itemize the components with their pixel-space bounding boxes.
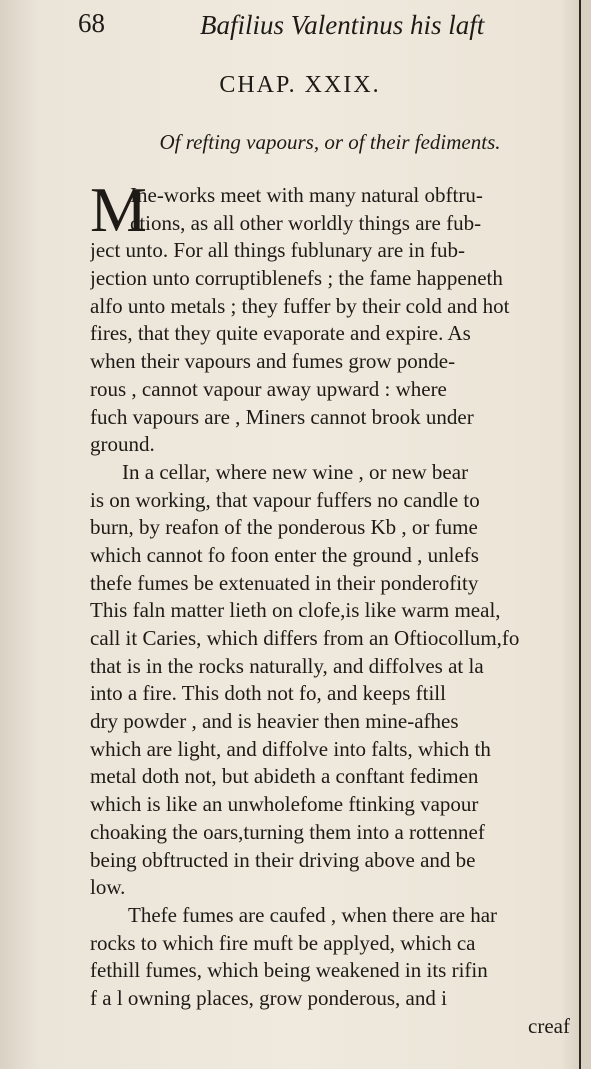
text-line: when their vapours and fumes grow ponde- (90, 349, 456, 374)
binding-edge (581, 0, 591, 1069)
text-line: dry powder , and is heavier then mine-afhes (90, 709, 459, 734)
text-line: fires, that they quite evaporate and expire. As (90, 321, 471, 346)
text-line: ground. (90, 432, 155, 457)
text-line: which are light, and diffolve into falts, which th (90, 736, 491, 761)
text-line: metal doth not, but abideth a conftant fedimen (90, 764, 479, 789)
text-line: which is like an unwholefome ftinking vapour (90, 792, 479, 817)
chapter-subtitle: Of refting vapours, or of their fediments. (159, 130, 501, 154)
text-line: choaking the oars,turning them into a rottennef (90, 819, 485, 844)
text-line: Ine-works meet with many natural obftru- (130, 183, 483, 207)
text-line: fethill fumes, which being weakened in its rifin (90, 958, 488, 983)
text-line: rous , cannot vapour away upward : where (90, 376, 447, 401)
text-line: into a fire. This doth not fo, and keeps ftill (90, 681, 446, 706)
text-line: thefe fumes be extenuated in their ponderofity (90, 570, 479, 595)
text-line: In a cellar, where new wine , or new bear (122, 459, 469, 484)
text-line: jection unto corruptiblenefs ; the fame happeneth (90, 266, 503, 291)
text-line: ctions, as all other worldly things are fub- (130, 210, 482, 235)
catchword: creaf (528, 1013, 570, 1038)
text-line: is on working, that vapour fuffers no candle to (90, 487, 480, 512)
text-line: rocks to which fire muft be applyed, which ca (90, 930, 476, 955)
drop-cap: M (90, 174, 147, 245)
text-line: call it Caries, which differs from an Oftiocollum,fo (90, 626, 520, 650)
text-line: being obftructed in their driving above and be (90, 847, 476, 872)
running-head (78, 8, 518, 48)
text-line: which cannot fo foon enter the ground , unlefs (90, 542, 479, 567)
text-line: burn, by reafon of the ponderous Kb , or fume (90, 515, 478, 540)
chapter-heading: CHAP. XXIX. (219, 72, 381, 98)
running-title: Bafilius Valentinus his laft (200, 10, 485, 40)
text-line: ject unto. For all things fublunary are in fub- (90, 238, 465, 263)
text-line: that is in the rocks naturally, and diffolves at la (90, 653, 484, 678)
text-line: Thefe fumes are caufed , when there are har (128, 902, 498, 927)
body-text (90, 174, 590, 1040)
text-line: fuch vapours are , Miners cannot brook under (90, 404, 474, 429)
text-line: low. (90, 875, 126, 900)
page-number: 68 (78, 8, 105, 38)
text-line: alfo unto metals ; they fuffer by their cold and hot (90, 293, 510, 318)
text-line: f a l owning places, grow ponderous, and i (90, 985, 447, 1010)
text-line: This faln matter lieth on clofe,is like warm meal, (90, 598, 501, 623)
